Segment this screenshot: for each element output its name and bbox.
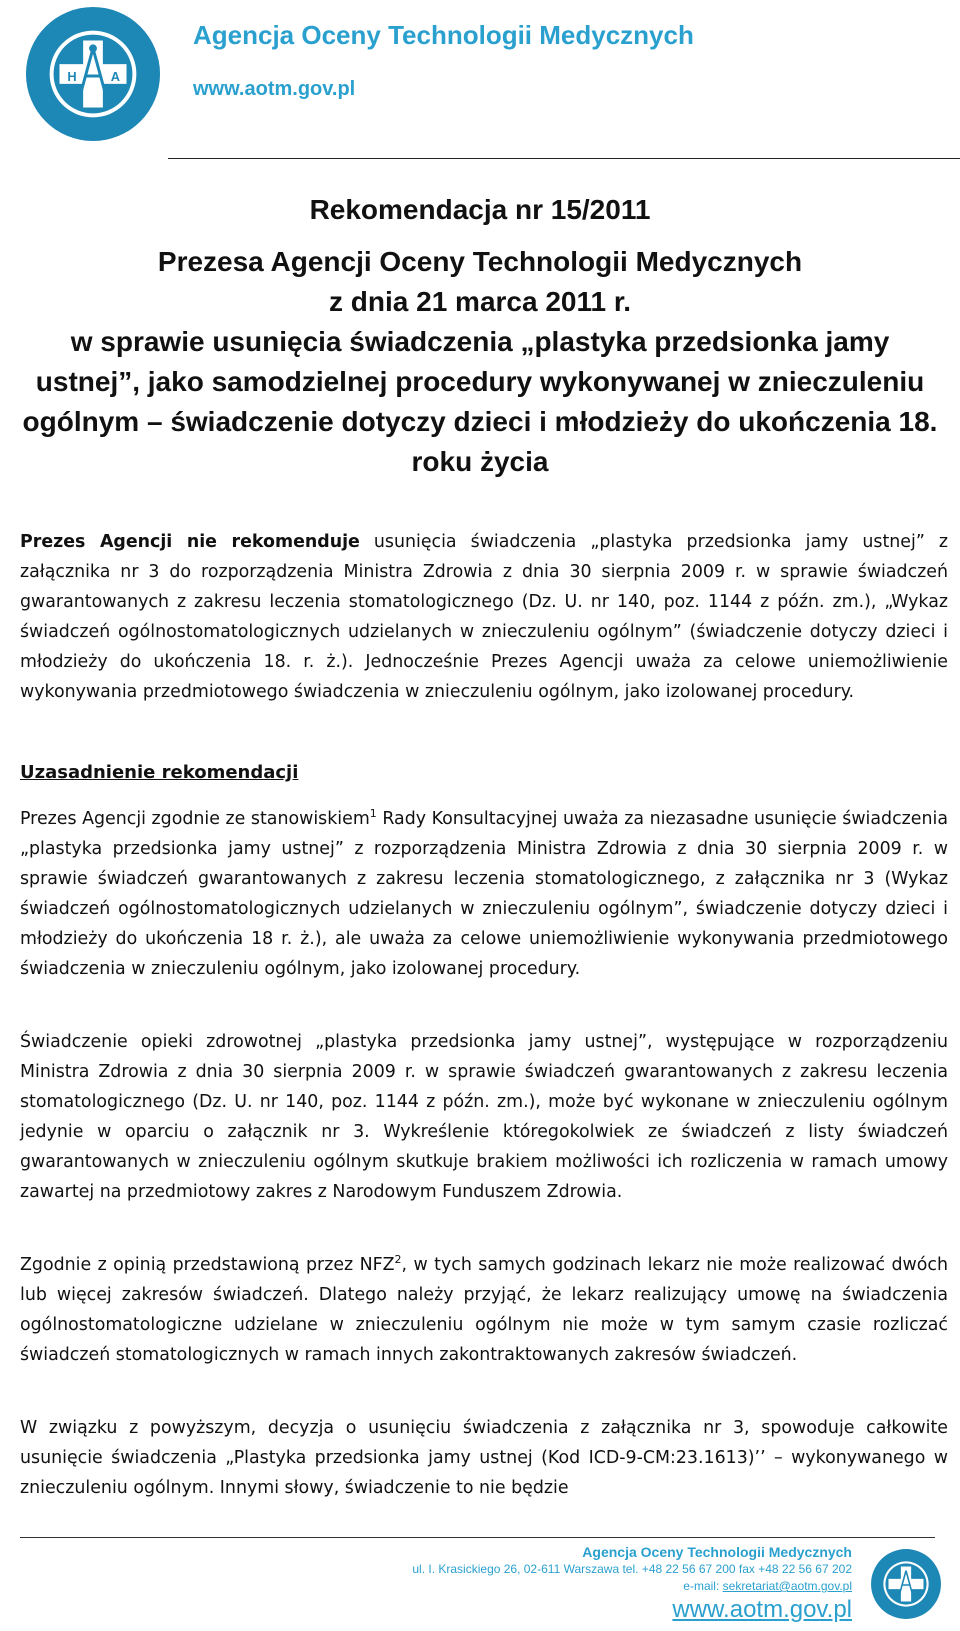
paragraph-text: , w tych samych godzinach lekarz nie może realizować dwóch lub więcej zakresów świadczeń. Dlatego należy przyjąć, że lekarz realizujący umowę na świadczenia ogólnostomatologiczne udzielane w znieczuleniu ogólnym nie może w tym samym czasie rozliczać świadczeń stomatologicznych w ramach innych zakontraktowanych zakresów świadczeń.	[20, 1255, 948, 1365]
footnote-ref[interactable]: 2	[394, 1253, 402, 1267]
body-paragraph	[20, 1027, 948, 1207]
footer-agency-name: Agencja Oceny Technologii Medycznych	[582, 1544, 852, 1560]
aotm-logo	[24, 5, 162, 143]
aotm-logo-small	[870, 1548, 942, 1620]
paragraph-text: Prezes Agencji zgodnie ze stanowiskiem	[20, 809, 370, 829]
svg-text:A: A	[110, 68, 120, 84]
section-heading: Uzasadnienie rekomendacji	[20, 762, 299, 783]
footer-url-link[interactable]: www.aotm.gov.pl	[672, 1596, 852, 1623]
title-line: ogólnym – świadczenie dotyczy dzieci i młodzieży do ukończenia 18.	[22, 406, 938, 437]
footer-contact	[412, 1544, 852, 1625]
body-paragraph	[20, 1250, 948, 1370]
paragraph-text: Świadczenie opieki zdrowotnej „plastyka przedsionka jamy ustnej”, występujące w rozporządzeniu Ministra Zdrowia z dnia 30 sierpnia 2009 r. w sprawie świadczeń gwarantowanych z zakresu leczenia stomatologicznego (Dz. U. nr 140, poz. 1144 z późn. zm.), może być wykonane w znieczuleniu ogólnym jedynie w oparciu o załącznik nr 3. Wykreślenie któregokolwiek ze świadczeń z listy świadczeń gwarantowanych w znieczuleniu ogólnym skutkuje brakiem możliwości ich rozliczenia w ramach umowy zawartej na przedmiotowy zakres z Narodowym Funduszem Zdrowia.	[20, 1032, 948, 1202]
agency-url[interactable]: www.aotm.gov.pl	[193, 78, 356, 100]
footer-address: ul. I. Krasickiego 26, 02-611 Warszawa tel. +48 22 56 67 200 fax +48 22 56 67 202	[412, 1562, 852, 1576]
header-divider	[168, 158, 960, 159]
title-line: Prezesa Agencji Oceny Technologii Medycznych	[157, 246, 803, 277]
agency-name: Agencja Oceny Technologii Medycznych	[193, 20, 694, 50]
document-title	[0, 190, 960, 482]
footer-email-label: e-mail:	[683, 1579, 723, 1593]
footer-email-link[interactable]: sekretariat@aotm.gov.pl	[722, 1579, 852, 1593]
title-line: w sprawie usunięcia świadczenia „plastyka przedsionka jamy	[70, 326, 890, 357]
title-line: ustnej”, jako samodzielnej procedury wykonywanej w znieczuleniu	[35, 366, 925, 397]
recommendation-paragraph	[20, 527, 948, 707]
title-line: roku życia	[411, 446, 549, 477]
footnote-ref[interactable]: 1	[369, 807, 377, 821]
paragraph-text: Zgodnie z opinią przedstawioną przez NFZ	[20, 1255, 395, 1275]
title-date: z dnia 21 marca 2011 r.	[329, 286, 631, 317]
paragraph-text: Rady Konsultacyjnej uważa za niezasadne usunięcie świadczenia „plastyka przedsionka jamy ustnej” z rozporządzenia Ministra Zdrowia z dnia 30 sierpnia 2009 r. w sprawie świadczeń gwarantowanych z zakresu leczenia stomatologicznego, z załącznika nr 3 (Wykaz świadczeń ogólnostomatologicznych udzielanych w znieczuleniu ogólnym”, świadczenie dotyczy dzieci i młodzieży do ukończenia 18 r. ż.), ale uważa za celowe uniemożliwienie wykonywania przedmiotowego świadczenia w znieczuleniu ogólnym, jako izolowanej procedury.	[20, 809, 948, 979]
justification-paragraph	[20, 804, 948, 984]
svg-text:H: H	[67, 68, 77, 84]
body-paragraph	[20, 1413, 948, 1503]
recommendation-lead: Prezes Agencji nie rekomenduje	[20, 532, 360, 552]
paragraph-text: W związku z powyższym, decyzja o usunięciu świadczenia z załącznika nr 3, spowoduje całkowite usunięcie świadczenia „Plastyka przedsionka jamy ustnej (Kod ICD-9-CM:23.1613)’’ – wykonywanego w znieczuleniu ogólnym. Innymi słowy, świadczenie to nie będzie	[20, 1418, 948, 1498]
footer-divider	[20, 1537, 935, 1538]
recommendation-text: usunięcia świadczenia „plastyka przedsionka jamy ustnej” z załącznika nr 3 do rozporządzenia Ministra Zdrowia z dnia 30 sierpnia 2009 r. w sprawie świadczeń gwarantowanych z zakresu leczenia stomatologicznego (Dz. U. nr 140, poz. 1144 z późn. zm.), „Wykaz świadczeń ogólnostomatologicznych udzielanych w znieczuleniu ogólnym” (świadczenie dotyczy dzieci i młodzieży do ukończenia 18. r. ż.). Jednocześnie Prezes Agencji uważa za celowe uniemożliwienie wykonywania przedmiotowego świadczenia w znieczuleniu ogólnym, jako izolowanej procedury.	[20, 532, 949, 702]
recommendation-number: Rekomendacja nr 15/2011	[309, 194, 651, 225]
